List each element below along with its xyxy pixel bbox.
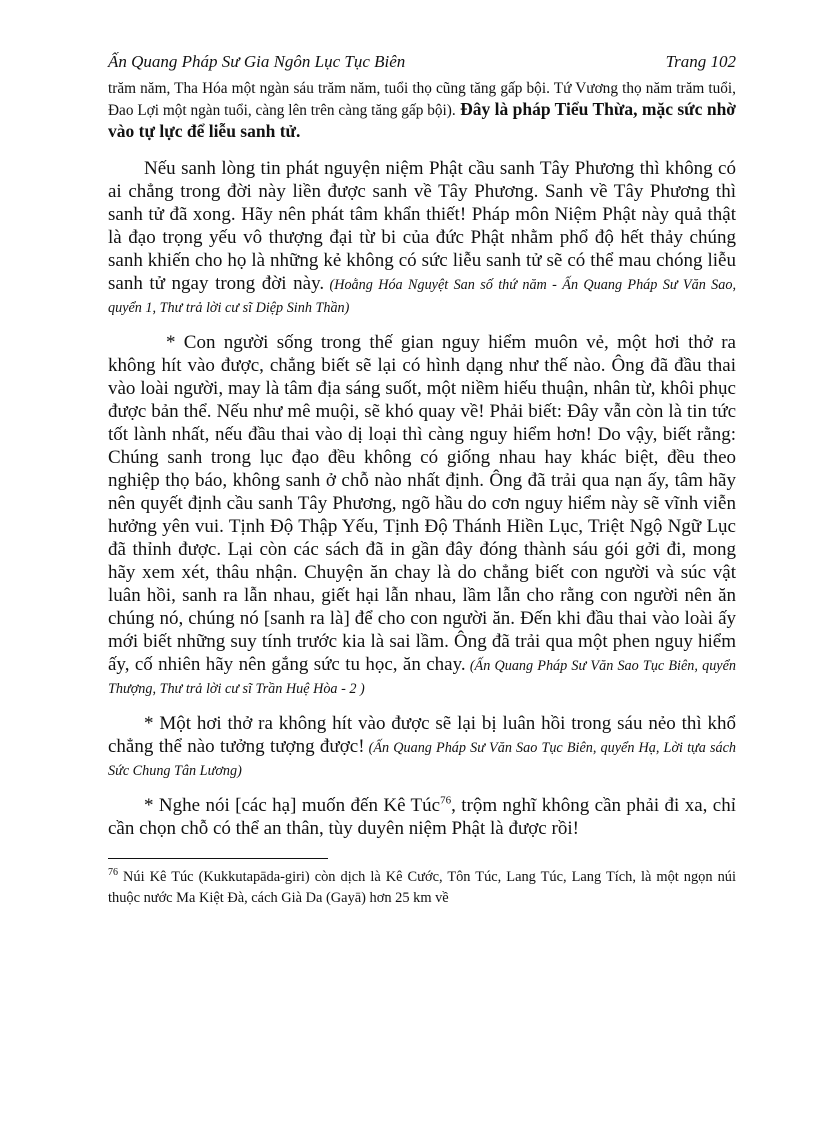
footnote-divider bbox=[108, 858, 328, 859]
paragraph-5 bbox=[108, 794, 736, 840]
page-header bbox=[108, 52, 736, 78]
page-number: Trang 102 bbox=[665, 52, 736, 71]
footnote bbox=[108, 867, 736, 909]
paragraph-2 bbox=[108, 157, 736, 318]
paragraph-4 bbox=[108, 712, 736, 781]
paragraph-4-citation: (Ấn Quang Pháp Sư Văn Sao Tục Biên, quyển Hạ, Lời tựa sách Sức Chung Tân Lương) bbox=[108, 740, 736, 779]
footnote-text: Núi Kê Túc (Kukkutapāda-giri) còn dịch là Kê Cước, Tôn Túc, Lang Túc, Lang Tích, là một ngọn núi thuộc nước Ma Kiệt Đà, cách Già Da (Gayā) hơn 25 km về bbox=[108, 869, 736, 906]
book-title: Ấn Quang Pháp Sư Gia Ngôn Lục Tục Biên bbox=[108, 52, 406, 71]
paragraph-1-bold: Đây là pháp Tiểu Thừa, mặc sức nhờ vào tự lực để liễu sanh tử. bbox=[108, 99, 736, 141]
paragraph-3-text: * Con người sống trong thế gian nguy hiểm muôn vẻ, một hơi thở ra không hít vào được, chẳng biết sẽ lại có hình dạng như thế nào. Ông đã đầu thai vào loài người, may là tâm địa sáng suốt, một niềm hiếu thuận, nhân từ, khôi phục được bản thể. Nếu như mê muội, sẽ khó quay về! Phải biết: Đây vẫn còn là tin tức tốt lành nhất, nếu đầu thai vào dị loại thì càng nguy hiểm hơn! Do vậy, biết rằng: Chúng sanh trong lục đạo đều không có giống nhau hay khác biệt, đều theo nghiệp thọ báo, không sanh ở chỗ nào nhất định. Ông đã trải qua nạn ấy, tâm hãy nên quyết định cầu sanh Tây Phương, ngõ hầu do cơn nguy hiểm này sẽ vĩnh viễn hưởng yên vui. Tịnh Độ Thập Yếu, Tịnh Độ Thánh Hiền Lục, Triệt Ngộ Ngữ Lục đã thỉnh được. Lại còn các sách đã in gần đây đóng thành sáu gói gởi đi, mong hãy xem xét, thâu nhận. Chuyện ăn chay là do chẳng biết con người và súc vật luân hồi, sanh ra lẫn nhau, giết hại lẫn nhau, lầm lẫn cho rằng con người nên ăn chúng nó, chúng nó [sanh ra là] để cho con người ăn. Đến khi đầu thai vào loài ấy mới biết những suy tính trước kia là sai lầm. Ông đã trải qua một phen nguy hiểm ấy, cố nhiên hãy nên gắng sức tu học, ăn chay. bbox=[108, 332, 736, 675]
footnote-reference[interactable]: 76 bbox=[440, 794, 452, 807]
paragraph-1-text: trăm năm, Tha Hóa một ngàn sáu trăm năm, tuổi thọ cũng tăng gấp bội. Tứ Vương thọ năm trăm tuổi, Đao Lợi một ngàn tuổi, càng lên trên càng tăng gấp bội). bbox=[108, 80, 736, 119]
paragraph-1 bbox=[108, 78, 736, 143]
paragraph-4-text: * Một hơi thở ra không hít vào được sẽ lại bị luân hồi trong sáu nẻo thì khổ chẳng thể nào tưởng tượng được! bbox=[108, 713, 736, 757]
paragraph-2-text: Nếu sanh lòng tin phát nguyện niệm Phật cầu sanh Tây Phương thì không có ai chẳng trong đời này liền được sanh về Tây Phương. Sanh về Tây Phương thì sanh tử đã xong. Hãy nên phát tâm khẩn thiết! Pháp môn Niệm Phật này quả thật là đạo trọng yếu vô thượng đại từ bi của đức Phật nhằm phổ độ hết thảy chúng sanh khiến cho họ là những kẻ không có sức liễu sanh tử sẽ có thể mau chóng liễu sanh tử ngay trong đời này. bbox=[108, 158, 736, 294]
paragraph-5-text-after: , trộm nghĩ không cần phải đi xa, chỉ cần chọn chỗ có thể an thân, tùy duyên niệm Phật là được rồi! bbox=[108, 795, 736, 839]
paragraph-3-citation: (Ấn Quang Pháp Sư Văn Sao Tục Biên, quyển Thượng, Thư trả lời cư sĩ Trần Huệ Hòa - 2 ) bbox=[108, 658, 736, 697]
paragraph-3 bbox=[108, 331, 736, 699]
paragraph-5-text-before: * Nghe nói [các hạ] muốn đến Kê Túc bbox=[144, 795, 441, 816]
paragraph-2-citation: (Hoằng Hóa Nguyệt San số thứ năm - Ấn Quang Pháp Sư Văn Sao, quyển 1, Thư trả lời cư sĩ Diệp Sinh Thần) bbox=[108, 277, 736, 316]
footnote-number: 76 bbox=[108, 867, 118, 879]
document-page bbox=[108, 52, 736, 909]
